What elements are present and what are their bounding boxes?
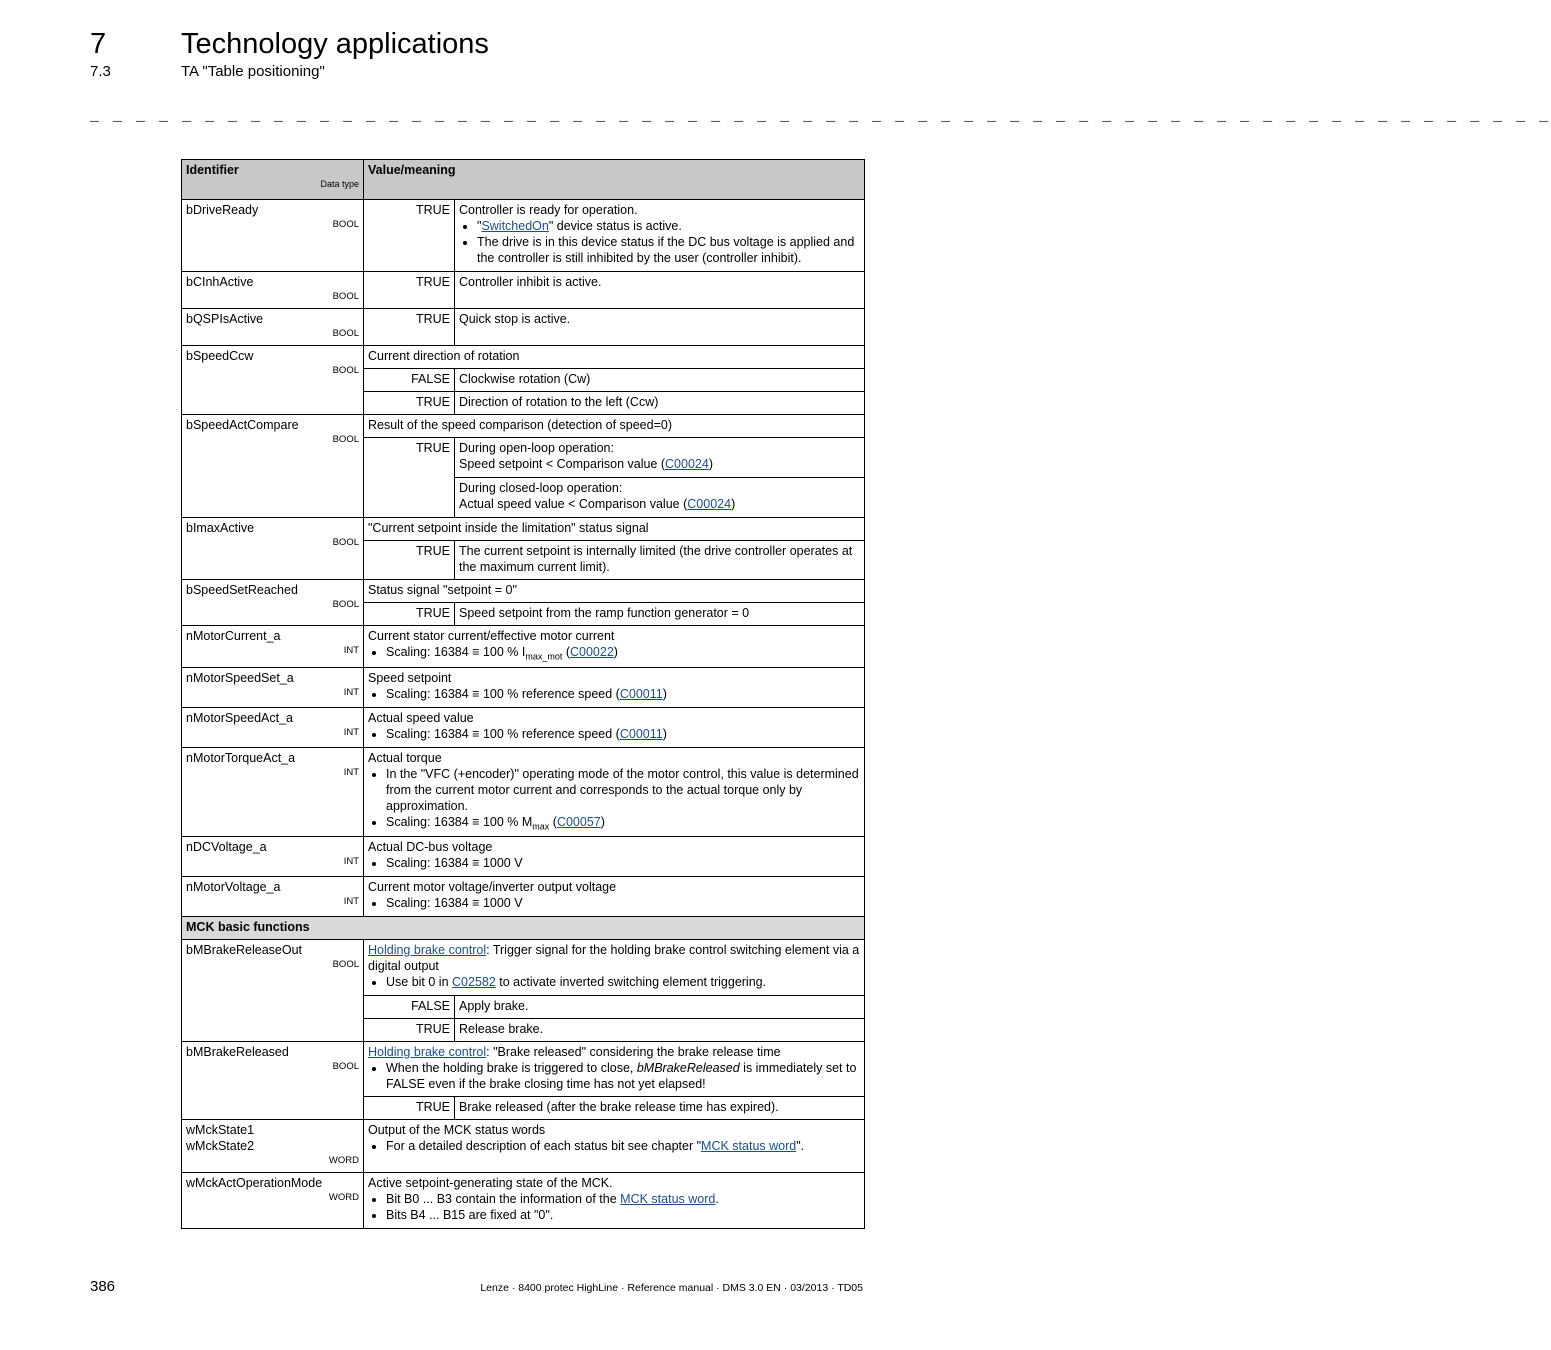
data-type: BOOL [332,599,359,610]
data-type: BOOL [332,434,359,445]
mck-status-word-link[interactable]: MCK status word [620,1192,716,1206]
meaning-cell: Current stator current/effective motor current • Scaling: 16384 ≡ 100 % $I_{max\_mot}$ (C00022) [364,626,865,668]
holding-brake-control-link[interactable]: Holding brake control [368,943,487,957]
identifier-cell: bMBrakeReleased BOOL [182,1042,364,1120]
value-cell: TRUE [364,200,455,272]
identifier-cell: bMBrakeReleaseOut BOOL [182,940,364,1042]
meaning-cell: Current motor voltage/inverter output voltage • Scaling: 16384 ≡ 1000 V [364,877,865,917]
meaning-cell: Status signal "setpoint = 0" [364,580,865,603]
identifier-cell: nDCVoltage_a INT [182,837,364,877]
identifier-cell: bCInhActive BOOL [182,272,364,309]
value-cell: TRUE [364,1019,455,1042]
table-row [182,309,865,346]
meaning-cell: Actual torque • In the "VFC (+encoder)" operating mode of the motor control, this value is determined from the current motor current and corresponds to the actual torque only by approximation. • Scaling: 16384 ≡ 100 % $M_{max}$ (C00057) [364,747,865,837]
table-row [182,1042,865,1097]
data-type: INT [343,686,359,698]
meaning-cell: During closed-loop operation: Actual speed value < Comparison value (C00024) [455,478,865,518]
meaning-cell: Holding brake control: "Brake released" considering the brake release time • When the holding brake is triggered to close, bMBrakeReleased is immediately set to FALSE even if the brake closing time has not yet elapsed! [364,1042,865,1097]
c00011-link[interactable]: C00011 [619,726,663,741]
list-item: • For a detailed description of each status bit see chapter "MCK status word". [386,1138,860,1154]
meaning-cell: Brake released (after the brake release time has expired). [455,1097,865,1120]
table-row [182,518,865,541]
data-type-subheader: Data type [320,179,359,189]
data-type: WORD [328,1155,359,1166]
table-row [182,707,865,747]
mck-status-word-link[interactable]: MCK status word [701,1139,797,1153]
list-item: • Scaling: 16384 ≡ 100 % reference speed (C00011) [386,686,860,702]
identifier-cell: nMotorVoltage_a INT [182,877,364,917]
table-row [182,1173,865,1229]
value-cell: TRUE [364,438,455,518]
table-row [182,626,865,668]
header-separator: _ _ _ _ _ _ _ _ _ _ _ _ _ _ _ _ _ _ _ _ _ _ _ _ _ _ _ _ _ _ _ _ _ _ _ _ _ _ _ _ _ _ _ _ _ _ _ _ _ _ _ _ _ _ _ _ _ _ _ _ _ _ _ _ [90,108,1551,125]
meaning-cell: Output of the MCK status words • For a detailed description of each status bit see chapter "MCK status word". [364,1120,865,1173]
list-item: • Scaling: 16384 ≡ 100 % reference speed (C00011) [386,726,860,742]
data-type: INT [343,726,359,738]
identifier-cell: nMotorSpeedAct_a INT [182,707,364,747]
meaning-cell: Actual DC-bus voltage • Scaling: 16384 ≡ 1000 V [364,837,865,877]
meaning-cell: Clockwise rotation (Cw) [455,369,865,392]
data-type: BOOL [332,959,359,970]
data-type: INT [343,896,359,907]
data-type: BOOL [332,219,359,230]
meaning-cell: "Current setpoint inside the limitation" status signal [364,518,865,541]
identifier-cell: bDriveReady BOOL [182,200,364,272]
footer-reference: Lenze · 8400 protec HighLine · Reference manual · DMS 3.0 EN · 03/2013 · TD05 [480,1282,863,1294]
chapter-number: 7 [90,28,107,60]
meaning-cell: Speed setpoint from the ramp function generator = 0 [455,603,865,626]
data-type: BOOL [332,365,359,376]
list-item: • Scaling: 16384 ≡ 1000 V [386,895,860,911]
identifier-cell: nMotorCurrent_a INT [182,626,364,668]
table-row [182,877,865,917]
meaning-cell: Quick stop is active. [455,309,865,346]
data-type: WORD [328,1192,359,1203]
table-row [182,200,865,272]
section-header-row [182,917,865,940]
list-item: • Use bit 0 in C02582 to activate inverted switching element triggering. [386,974,860,990]
list-item: • When the holding brake is triggered to close, bMBrakeReleased is immediately set to FALSE even if the brake closing time has not yet elapsed! [386,1060,860,1092]
c02582-link[interactable]: C02582 [452,975,496,989]
holding-brake-control-link[interactable]: Holding brake control [368,1045,487,1059]
section-title: TA "Table positioning" [181,63,325,80]
meaning-cell: Controller is ready for operation. • "SwitchedOn" device status is active. • The drive is in this device status if the DC bus voltage is applied and the controller is still inhibited by the user (controller inhibit). [455,200,865,272]
data-type: BOOL [332,328,359,339]
meaning-cell: Result of the speed comparison (detection of speed=0) [364,415,865,438]
c00024-link[interactable]: C00024 [687,497,732,511]
c00057-link[interactable]: C00057 [556,814,601,829]
meaning-cell: Current direction of rotation [364,346,865,369]
chapter-title: Technology applications [181,28,489,60]
mck-section-header: MCK basic functions [182,917,865,940]
value-cell: FALSE [364,369,455,392]
table-row [182,272,865,309]
table-row [182,580,865,603]
list-item: • The drive is in this device status if the DC bus voltage is applied and the controller is still inhibited by the user (controller inhibit). [477,234,860,266]
data-type: BOOL [332,1061,359,1072]
table-row [182,940,865,996]
meaning-cell: During open-loop operation: Speed setpoint < Comparison value (C00024) [455,438,865,478]
identifier-cell: nMotorSpeedSet_a INT [182,667,364,707]
data-type: BOOL [332,291,359,302]
data-type: INT [343,856,359,867]
identifier-cell: bSpeedActCompare BOOL [182,415,364,518]
table-header-row [182,160,865,200]
list-item: • Bits B4 ... B15 are fixed at "0". [386,1207,860,1223]
list-item: • "SwitchedOn" device status is active. [477,218,860,234]
meaning-cell: Controller inhibit is active. [455,272,865,309]
table-row [182,837,865,877]
data-type: INT [343,645,359,656]
meaning-cell: The current setpoint is internally limited (the drive controller operates at the maximum current limit). [455,541,865,580]
meaning-cell: Direction of rotation to the left (Ccw) [455,392,865,415]
meaning-cell: Holding brake control: Trigger signal for the holding brake control switching element via a digital output • Use bit 0 in C02582 to activate inverted switching element triggering. [364,940,865,996]
value-cell: TRUE [364,272,455,309]
table-row [182,667,865,707]
list-item: • Scaling: 16384 ≡ 100 % $M_{max}$ (C00057) [386,814,860,835]
identifier-cell: wMckActOperationMode WORD [182,1173,364,1229]
list-item: • Scaling: 16384 ≡ 100 % $I_{max\_mot}$ (C00022) [386,644,860,665]
switchedon-link[interactable]: SwitchedOn [481,219,549,233]
c00024-link[interactable]: C00024 [665,457,709,471]
page-number: 386 [90,1278,116,1295]
data-type: INT [343,766,359,778]
value-cell: TRUE [364,541,455,580]
meaning-cell: Active setpoint-generating state of the MCK. • Bit B0 ... B3 contain the information of the MCK status word. • Bits B4 ... B15 are fixed at "0". [364,1173,865,1229]
c00011-link[interactable]: C00011 [619,686,663,701]
value-cell: TRUE [364,309,455,346]
table-row [182,415,865,438]
list-item: • Bit B0 ... B3 contain the information of the MCK status word. [386,1191,860,1207]
table-row [182,1120,865,1173]
identifier-cell: bImaxActive BOOL [182,518,364,580]
list-item: • Scaling: 16384 ≡ 1000 V [386,855,860,871]
identifier-cell: bSpeedCcw BOOL [182,346,364,415]
value-cell: FALSE [364,996,455,1019]
signal-table [181,159,865,1229]
identifier-cell: bSpeedSetReached BOOL [182,580,364,626]
meaning-cell: Release brake. [455,1019,865,1042]
table-row [182,346,865,369]
meaning-cell: Apply brake. [455,996,865,1019]
section-number: 7.3 [90,63,111,80]
identifier-cell: wMckState1 wMckState2 WORD [182,1120,364,1173]
list-item: • In the "VFC (+encoder)" operating mode of the motor control, this value is determined from the current motor current and corresponds to the actual torque only by approximation. [386,766,860,814]
table-row [182,747,865,837]
meaning-cell: Speed setpoint • Scaling: 16384 ≡ 100 % reference speed (C00011) [364,667,865,707]
identifier-cell: nMotorTorqueAct_a INT [182,747,364,837]
identifier-cell: bQSPIsActive BOOL [182,309,364,346]
value-cell: TRUE [364,392,455,415]
c00022-link[interactable]: C00022 [570,645,614,659]
value-cell: TRUE [364,1097,455,1120]
meaning-cell: Actual speed value • Scaling: 16384 ≡ 100 % reference speed (C00011) [364,707,865,747]
value-cell: TRUE [364,603,455,626]
value-meaning-header: Value/meaning [364,160,865,200]
data-type: BOOL [332,537,359,548]
identifier-header: Identifier Data type [182,160,364,200]
